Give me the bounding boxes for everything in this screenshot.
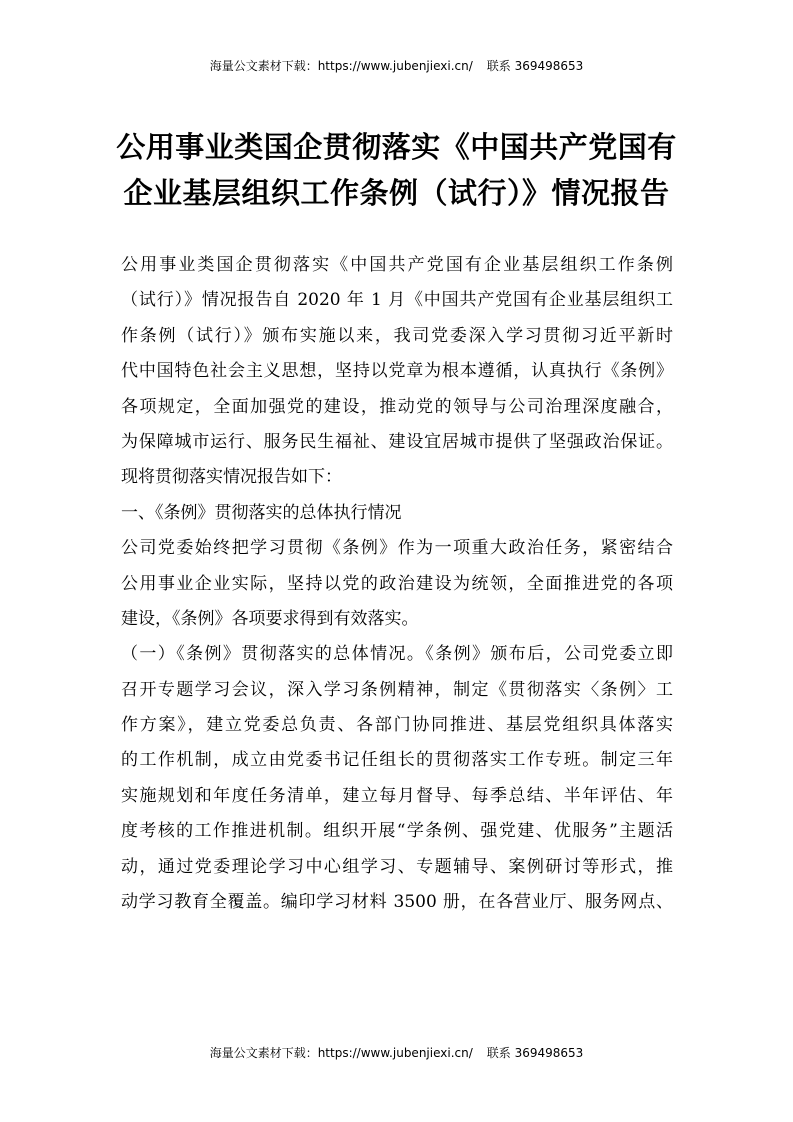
document-title (110, 124, 683, 216)
body-line: 度考核的工作推进机制。组织开展“学条例、强党建、优服务”主题活 (121, 821, 673, 842)
body-line: 召开专题学习会议，深入学习条例精神，制定《贯彻落实〈条例〉工 (121, 679, 673, 700)
body-line: 实施规划和年度任务清单，建立每月督导、每季总结、半年评估、年 (121, 785, 673, 806)
body-line: 公司党委始终把学习贯彻《条例》作为一项重大政治任务，紧密结合 (121, 538, 673, 559)
body-line: 建设，《条例》各项要求得到有效落实。 (121, 608, 419, 629)
document-body (121, 248, 673, 920)
body-line: 作条例（试行）》颁布实施以来，我司党委深入学习贯彻习近平新时 (121, 325, 673, 346)
body-line: 代中国特色社会主义思想，坚持以党章为根本遵循，认真执行《条例》 (121, 361, 673, 382)
body-line: 为保障城市运行、服务民生福祉、建设宜居城市提供了坚强政治保证。 (121, 431, 673, 452)
footer-contact-text: 联系 369498653 (486, 1046, 584, 1060)
header-site-text: 海量公文素材下载：https://www.jubenjiexi.cn/ (209, 59, 473, 73)
body-line: 动，通过党委理论学习中心组学习、专题辅导、案例研讨等形式，推 (121, 856, 673, 877)
body-line: 公用事业类国企贯彻落实《中国共产党国有企业基层组织工作条例 (121, 255, 673, 275)
section-heading: 一、《条例》贯彻落实的总体执行情况 (121, 502, 402, 523)
page-header (0, 58, 793, 74)
title-line: 企业基层组织工作条例（试行）》情况报告 (123, 176, 670, 210)
title-line: 公用事业类国企贯彻落实《中国共产党国有 (116, 130, 677, 164)
body-line: 作方案》，建立党委总负责、各部门协同推进、基层党组织具体落实 (121, 715, 673, 736)
page-footer (0, 1045, 793, 1061)
body-line: 现将贯彻落实情况报告如下： (121, 467, 342, 488)
body-line: （试行）》情况报告自 2020 年 1 月《中国共产党国有企业基层组织工 (121, 290, 673, 311)
body-line: 各项规定，全面加强党的建设，推动党的领导与公司治理深度融合， (121, 396, 673, 417)
body-line: 的工作机制，成立由党委书记任组长的贯彻落实工作专班。制定三年 (121, 750, 673, 771)
body-line: （一）《条例》贯彻落实的总体情况。《条例》颁布后，公司党委立即 (121, 644, 673, 665)
header-contact-text: 联系 369498653 (486, 59, 584, 73)
footer-site-text: 海量公文素材下载：https://www.jubenjiexi.cn/ (209, 1046, 473, 1060)
body-line: 动学习教育全覆盖。编印学习材料 3500 册，在各营业厅、服务网点、 (121, 892, 673, 913)
body-line: 公用事业企业实际，坚持以党的政治建设为统领，全面推进党的各项 (121, 573, 673, 594)
